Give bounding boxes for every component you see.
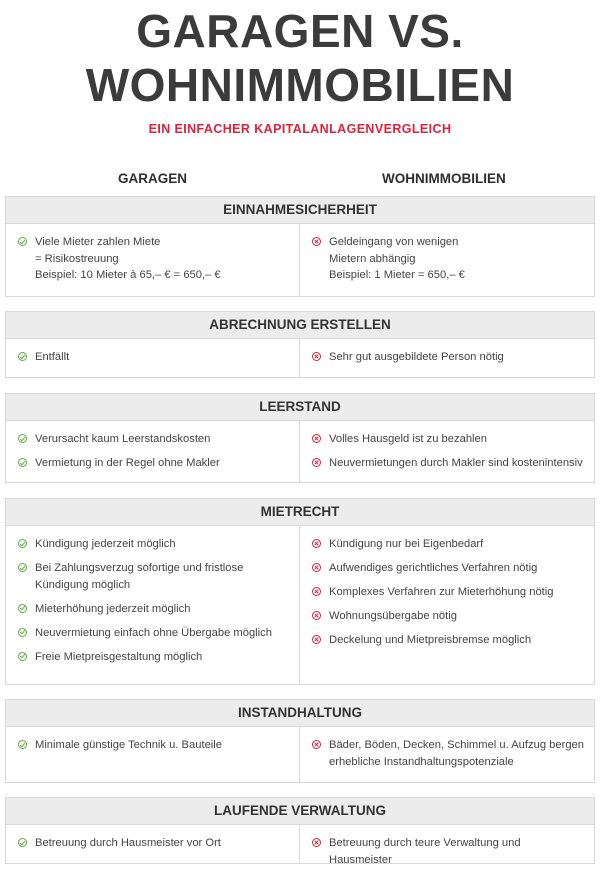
item-text: Minimale günstige Technik u. Bauteile bbox=[35, 739, 222, 751]
section-instandhaltung bbox=[5, 699, 595, 783]
check-icon bbox=[18, 563, 27, 572]
garagen-column bbox=[6, 224, 300, 296]
section-mietrecht bbox=[5, 498, 595, 685]
item-text: Freie Mietpreisgestaltung möglich bbox=[35, 650, 203, 663]
garagen-column bbox=[6, 825, 300, 863]
list-item bbox=[312, 536, 586, 553]
section-title: LAUFENDE VERWALTUNG bbox=[6, 798, 594, 825]
section-body bbox=[6, 421, 594, 482]
item-text: Geldeingang von wenigen Mietern abhängig Beispiel: 1 Mieter = 650,– € bbox=[329, 236, 465, 281]
list-item bbox=[312, 455, 586, 472]
list-item bbox=[312, 560, 586, 577]
item-text: Deckelung und Mietpreisbremse möglich bbox=[329, 634, 532, 646]
title-line-2: WOHNIMMOBILIEN bbox=[85, 59, 515, 111]
list-item bbox=[312, 234, 586, 284]
column-header-wohnimmobilien: WOHNIMMOBILIEN bbox=[382, 171, 506, 186]
column-header-garagen: GARAGEN bbox=[118, 171, 188, 186]
check-icon bbox=[18, 539, 27, 548]
title-line-1: GARAGEN VS. bbox=[136, 5, 464, 57]
item-text: Betreuung durch Hausmeister vor Ort bbox=[35, 837, 221, 849]
item-text: Bei Zahlungsverzug sofortige und fristlose Kündigung möglich bbox=[35, 562, 244, 591]
list-item bbox=[18, 431, 291, 448]
check-icon bbox=[18, 838, 27, 847]
section-title: ABRECHNUNG ERSTELLEN bbox=[6, 312, 594, 339]
cross-icon bbox=[312, 352, 321, 361]
list-item bbox=[18, 737, 291, 754]
page-title bbox=[0, 0, 600, 112]
section-einnahmesicherheit bbox=[5, 196, 595, 297]
cross-icon bbox=[312, 635, 321, 644]
garagen-column bbox=[6, 526, 300, 684]
item-text: Neuvermietungen durch Makler sind kostenintensiv bbox=[329, 457, 583, 469]
cross-icon bbox=[312, 458, 321, 467]
wohnimmobilien-column bbox=[300, 224, 594, 296]
list-item bbox=[18, 455, 291, 472]
list-item bbox=[18, 234, 291, 284]
section-body bbox=[6, 526, 594, 684]
item-text: Komplexes Verfahren zur Mieterhöhung nötig bbox=[329, 586, 554, 598]
item-text: Vermietung in der Regel ohne Makler bbox=[35, 457, 220, 469]
list-item bbox=[312, 737, 586, 770]
column-headers bbox=[0, 171, 600, 189]
item-text: Betreuung durch teure Verwaltung und Hausmeister bbox=[329, 837, 521, 866]
page-subtitle: EIN EINFACHER KAPITALANLAGENVERGLEICH bbox=[148, 122, 452, 136]
list-item bbox=[312, 835, 586, 868]
list-item bbox=[312, 632, 586, 649]
wohnimmobilien-column bbox=[300, 825, 594, 866]
list-item bbox=[18, 601, 291, 618]
section-title: EINNAHMESICHERHEIT bbox=[6, 197, 594, 224]
item-text: Kündigung jederzeit möglich bbox=[35, 538, 176, 550]
check-icon bbox=[18, 434, 27, 443]
cross-icon bbox=[312, 434, 321, 443]
list-item bbox=[18, 536, 291, 553]
cross-icon bbox=[312, 611, 321, 620]
list-item bbox=[312, 431, 586, 448]
list-item bbox=[18, 649, 291, 666]
garagen-column bbox=[6, 727, 300, 782]
cross-icon bbox=[312, 838, 321, 847]
wohnimmobilien-column bbox=[300, 421, 594, 482]
item-text: Sehr gut ausgebildete Person nötig bbox=[329, 351, 504, 363]
check-icon bbox=[18, 740, 27, 749]
item-text: Entfällt bbox=[35, 351, 70, 363]
section-title: LEERSTAND bbox=[6, 394, 594, 421]
list-item bbox=[18, 560, 291, 593]
item-text: Verursacht kaum Leerstandskosten bbox=[35, 433, 211, 445]
item-text: Kündigung nur bei Eigenbedarf bbox=[329, 538, 484, 550]
item-text: Volles Hausgeld ist zu bezahlen bbox=[329, 433, 487, 445]
item-text: Mieterhöhung jederzeit möglich bbox=[35, 602, 191, 615]
cross-icon bbox=[312, 237, 321, 246]
item-text: Neuvermietung einfach ohne Übergabe möglich bbox=[35, 626, 272, 639]
item-text: Bäder, Böden, Decken, Schimmel u. Aufzug bergen erhebliche Instandhaltungspotenziale bbox=[329, 739, 584, 768]
list-item bbox=[18, 625, 291, 642]
section-laufende-verwaltung bbox=[5, 797, 595, 864]
section-leerstand bbox=[5, 393, 595, 483]
check-icon bbox=[18, 352, 27, 361]
item-text: Wohnungsübergabe nötig bbox=[329, 610, 457, 622]
list-item bbox=[18, 349, 291, 366]
section-body bbox=[6, 339, 594, 377]
item-text: Viele Mieter zahlen Miete = Risikostreuung Beispiel: 10 Mieter à 65,– € = 650,– € bbox=[35, 236, 221, 281]
list-item bbox=[312, 584, 586, 601]
item-text: Aufwendiges gerichtliches Verfahren nötig bbox=[329, 562, 538, 574]
wohnimmobilien-column bbox=[300, 727, 594, 782]
cross-icon bbox=[312, 740, 321, 749]
header bbox=[0, 0, 600, 136]
check-icon bbox=[18, 237, 27, 246]
section-body bbox=[6, 825, 594, 866]
check-icon bbox=[18, 604, 27, 613]
cross-icon bbox=[312, 587, 321, 596]
section-body bbox=[6, 224, 594, 296]
garagen-column bbox=[6, 339, 300, 377]
section-title: INSTANDHALTUNG bbox=[6, 700, 594, 727]
check-icon bbox=[18, 458, 27, 467]
check-icon bbox=[18, 652, 27, 661]
wohnimmobilien-column bbox=[300, 526, 594, 684]
section-title: MIETRECHT bbox=[6, 499, 594, 526]
garagen-column bbox=[6, 421, 300, 482]
section-abrechnung-erstellen bbox=[5, 311, 595, 378]
list-item bbox=[18, 835, 291, 852]
check-icon bbox=[18, 628, 27, 637]
section-body bbox=[6, 727, 594, 782]
cross-icon bbox=[312, 563, 321, 572]
list-item bbox=[312, 349, 586, 366]
wohnimmobilien-column bbox=[300, 339, 594, 377]
cross-icon bbox=[312, 539, 321, 548]
list-item bbox=[312, 608, 586, 625]
